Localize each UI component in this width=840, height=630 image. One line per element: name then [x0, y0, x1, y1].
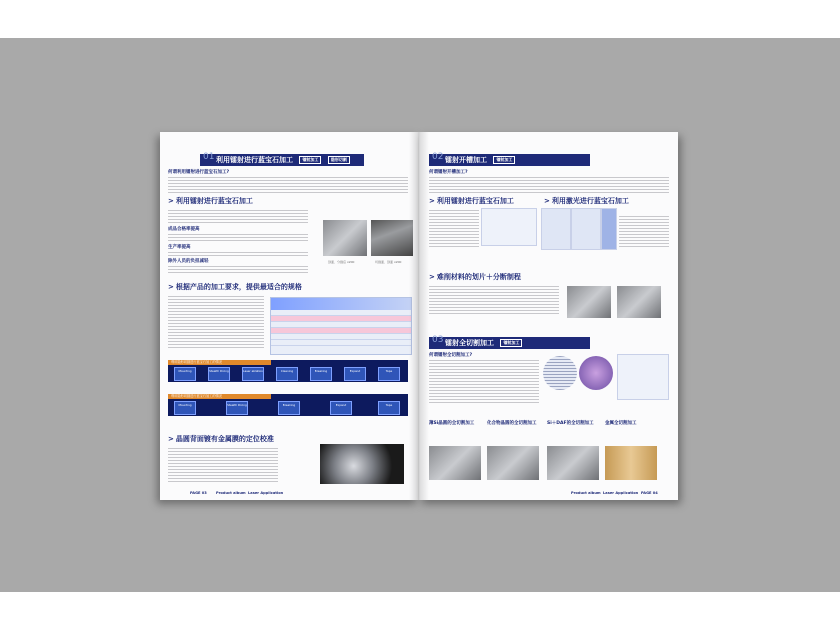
wafer-diagram [543, 356, 577, 390]
paragraph [429, 358, 539, 404]
flow-step: Cleaning [276, 367, 298, 381]
flow-step: Mounting [174, 401, 196, 415]
paragraph [168, 446, 278, 482]
flow-step: Stealth Dicing [226, 401, 248, 415]
flow-label: 利用隐形切割进行蓝宝石加工的情况 [168, 394, 271, 399]
flow-step: Tape [378, 401, 400, 415]
section-number: 03 [432, 335, 444, 345]
paragraph [168, 208, 308, 224]
footer-album: Product album [216, 491, 246, 495]
wafer-diagram [579, 356, 613, 390]
process-flow [168, 394, 408, 416]
subheading: 成品合格率提高 [168, 227, 200, 232]
photo [320, 444, 404, 484]
subheading: Si＋DAF的全切割加工 [547, 421, 594, 426]
flow-step: Stealth Dicing [208, 367, 230, 381]
section-tag: 镭射加工 [493, 156, 515, 164]
flow-step: Expand [330, 401, 352, 415]
subheading: 生产率提高 [168, 245, 191, 250]
section-number: 01 [203, 152, 215, 162]
flow-step: Mounting [174, 367, 196, 381]
footer-page: PAGE 04 [641, 491, 658, 495]
flow-label: 利用隐形切割进行蓝宝石加工的情况 [168, 360, 271, 365]
heading-wafer: > 晶圆背面镀有金属膜的定位校准 [168, 434, 274, 444]
photo [429, 446, 481, 480]
photo [547, 446, 599, 480]
heading-left: > 利用镭射进行蓝宝石加工 [429, 196, 514, 206]
section-tag: 隐形切割 [328, 156, 350, 164]
heading-spec: > 根据产品的加工要求，提供最适合的规格 [168, 282, 302, 292]
subheading: 何谓镭射开槽加工? [429, 170, 468, 175]
section-title: 镭射全切割加工 [445, 339, 494, 347]
spec-table [270, 297, 412, 355]
diagram [541, 208, 571, 250]
photo [487, 446, 539, 480]
flow-step: Breaking [310, 367, 332, 381]
photo [617, 286, 661, 318]
footer-album: Product album [571, 491, 601, 495]
paragraph [619, 214, 669, 248]
subheading: 薄Si晶圆的全切割加工 [429, 421, 475, 426]
heading-right: > 利用激光进行蓝宝石加工 [544, 196, 629, 206]
paragraph [429, 175, 669, 193]
diagram [601, 208, 617, 250]
left-page [160, 132, 419, 500]
section-header [429, 337, 590, 349]
section-header [429, 154, 590, 166]
top-margin [0, 0, 840, 38]
paragraph [168, 294, 264, 350]
process-flow [168, 360, 408, 382]
flow-step: Expand [344, 367, 366, 381]
subheading: 除外人员的负担减轻 [168, 259, 209, 264]
bottom-margin [0, 592, 840, 630]
paragraph [168, 175, 408, 195]
paragraph [429, 208, 479, 248]
paragraph [168, 232, 308, 242]
section-header [200, 154, 364, 166]
photo [323, 220, 367, 256]
section-title: 镭射开槽加工 [445, 156, 487, 164]
photo [371, 220, 413, 256]
photo [567, 286, 611, 318]
caption: 切割面、剖面 x200 [375, 260, 402, 264]
section-title: 利用镭射进行蓝宝石加工 [216, 156, 293, 164]
subheading: 化合物晶圆的全切割加工 [487, 421, 537, 426]
right-page [419, 132, 678, 500]
flow-step: Tape [378, 367, 400, 381]
paragraph [429, 284, 559, 314]
paragraph [168, 264, 308, 274]
section-tag: 镭射加工 [299, 156, 321, 164]
heading-sapphire: > 利用镭射进行蓝宝石加工 [168, 196, 253, 206]
footer-app: Laser Application [603, 491, 639, 495]
footer-app: Laser Application [248, 491, 284, 495]
section-tag: 镭射加工 [500, 339, 522, 347]
subheading: 何谓镭射全切割加工? [429, 353, 473, 358]
flow-step: Breaking [278, 401, 300, 415]
caption: 剖面、分割后 x200 [328, 260, 355, 264]
diagram [571, 208, 601, 250]
flow-step: Laser ablation [242, 367, 264, 381]
paragraph [168, 250, 308, 258]
subheading: 何谓利用镭射进行蓝宝石加工? [168, 170, 230, 175]
heading-chip: > 难削材料的划片＋分断制程 [429, 272, 521, 282]
book-spine [409, 132, 429, 500]
diagram [481, 208, 537, 246]
photo [605, 446, 657, 480]
subheading: 金属全切割加工 [605, 421, 637, 426]
section-number: 02 [432, 152, 444, 162]
diagram [617, 354, 669, 400]
footer-page: PAGE 03 [190, 491, 207, 495]
